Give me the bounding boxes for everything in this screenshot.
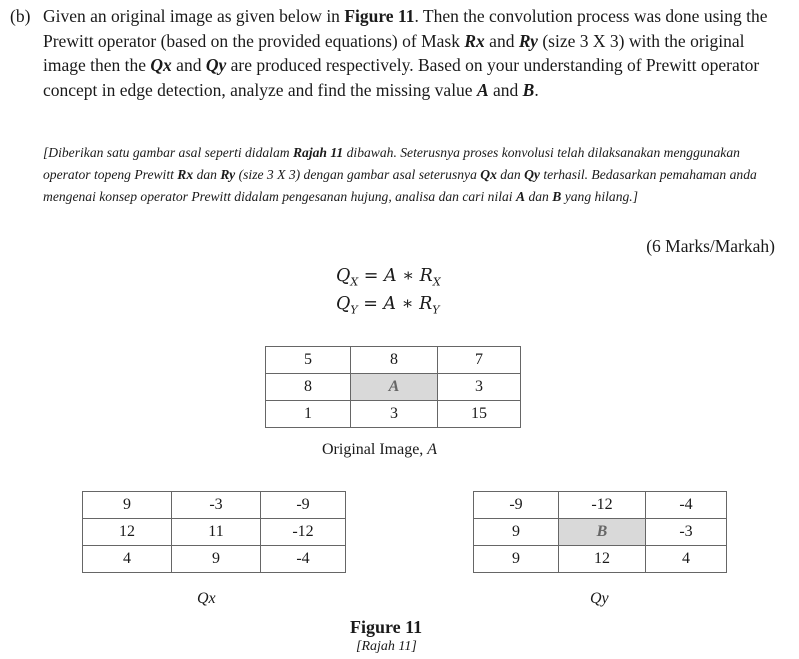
table-cell: 8 (351, 347, 438, 374)
qy-caption: Qy (590, 590, 609, 607)
qx-table (82, 491, 346, 573)
table-cell: 3 (351, 401, 438, 428)
table-cell: 9 (474, 546, 559, 573)
figure-title: Figure 11 (350, 617, 423, 637)
missing-value-b-cell: B (559, 519, 646, 546)
table-row (83, 519, 346, 546)
equation-qx: $Q_X = A$ ∗ $R_X$ (336, 266, 441, 289)
table-cell: -9 (474, 492, 559, 519)
malay-translation: [Diberikan satu gambar asal seperti didalam Rajah 11 dibawah. Seterusnya proses konvolusi telah dilaksanakan menggunakan operator topeng Prewitt Rx dan Ry (size 3 X 3) dengan gambar asal seterusnya Qx dan Qy terhasil. Bedasarkan pemahaman anda mengenai konsep operator Prewitt didalam pengesanan hujung, analisa dan cari nilai A dan B yang hilang.] (43, 145, 757, 204)
table-row (266, 401, 521, 428)
table-cell: -4 (261, 546, 346, 573)
table-cell: 4 (646, 546, 727, 573)
table-cell: -12 (261, 519, 346, 546)
table-cell: 5 (266, 347, 351, 374)
marks-label: (6 Marks/Markah) (646, 236, 775, 256)
qx-caption: Qx (197, 590, 216, 607)
question-label: (b) (10, 6, 31, 26)
table-cell: -3 (172, 492, 261, 519)
table-cell: 11 (172, 519, 261, 546)
table-row (83, 546, 346, 573)
table-row (83, 492, 346, 519)
original-image-table (265, 346, 521, 428)
missing-value-a-cell: A (351, 374, 438, 401)
question-paragraph (10, 4, 780, 102)
table-cell: -4 (646, 492, 727, 519)
table-cell: 4 (83, 546, 172, 573)
equation-qy: $Q_Y = A$ ∗ $R_Y$ (336, 294, 440, 317)
table-row (474, 492, 727, 519)
original-image-caption: Original Image, A (322, 441, 438, 458)
table-cell: 1 (266, 401, 351, 428)
table-cell: -3 (646, 519, 727, 546)
table-cell: -9 (261, 492, 346, 519)
table-row (266, 347, 521, 374)
qy-table (473, 491, 727, 573)
table-cell: 9 (172, 546, 261, 573)
table-cell: 3 (438, 374, 521, 401)
table-cell: 7 (438, 347, 521, 374)
figure-subtitle: [Rajah 11] (356, 639, 417, 654)
table-row (266, 374, 521, 401)
table-cell: -12 (559, 492, 646, 519)
table-row (474, 546, 727, 573)
table-cell: 12 (559, 546, 646, 573)
table-cell: 8 (266, 374, 351, 401)
table-cell: 9 (474, 519, 559, 546)
question-text: Given an original image as given below in Figure 11. Then the convolution process was done using the Prewitt operator (based on the provided equations) of Mask Rx and Ry (size 3 X 3) with the original image then the Qx and Qy are produced respectively. Based on your understanding of Prewitt operator concept in edge detection, analyze and find the missing value A and B. (43, 6, 768, 100)
table-row (474, 519, 727, 546)
table-cell: 9 (83, 492, 172, 519)
table-cell: 12 (83, 519, 172, 546)
table-cell: 15 (438, 401, 521, 428)
